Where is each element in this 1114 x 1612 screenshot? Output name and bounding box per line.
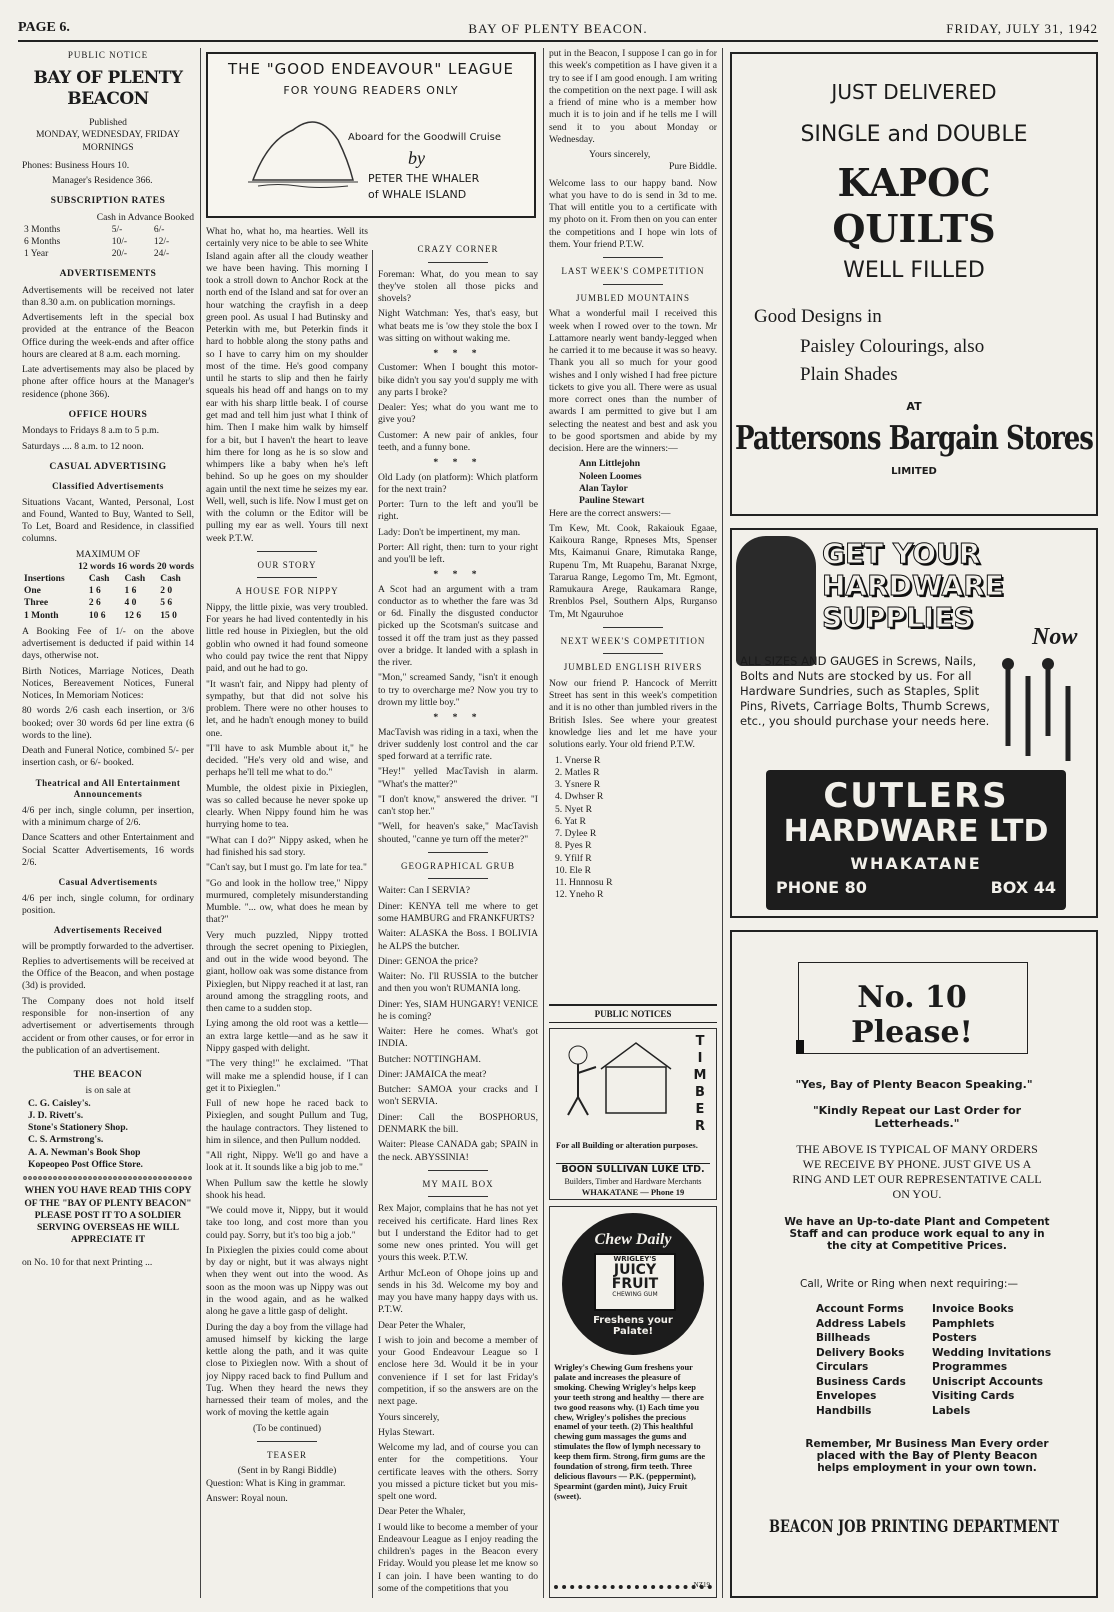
grub-line: Waiter: ALASKA the Boss. I BOLIVIA he ALPS the butcher.	[378, 928, 538, 952]
river-item: 2. Matles R	[555, 766, 600, 778]
kapoc-word: KAPOC	[837, 160, 991, 205]
table-row: 6 Months 10/- 12/-	[24, 237, 170, 248]
joke-line: Customer: When I bought this motor-bike didn't you say you'd supply me with any parts I broke?	[378, 362, 538, 398]
limited-label: LIMITED	[891, 466, 937, 477]
printing-item: Billheads	[816, 1332, 871, 1344]
river-item: 10. Ele R	[555, 864, 591, 876]
grub-line: Diner: Yes, SIAM HUNGARY! VENICE he is coming?	[378, 998, 538, 1022]
next-week-heading: NEXT WEEK'S COMPETITION	[560, 635, 706, 646]
story-paragraph: Very much puzzled, Nippy trotted through the secret opening to Pixieglen, and out in the wide wood beyond. The giant, hollow oak was some distance from Pixieglen, but Nippy reached it at last, ran around among the straggling roots, and then came to a sudden stop.	[206, 929, 368, 1015]
just-delivered: JUST DELIVERED	[831, 80, 997, 104]
hardware-word: HARDWARE	[822, 569, 1004, 602]
river-item: 8. Pyes R	[555, 840, 592, 852]
public-notices-heading: PUBLIC NOTICES	[549, 1004, 717, 1023]
grub-line: Diner: KENYA tell me where to get some HAMBURG and FRANKFURTS?	[378, 900, 538, 924]
tools-icon	[998, 656, 1090, 772]
table-row: Insertions Cash Cash Cash	[24, 574, 181, 585]
maximum-words: 12 words 16 words 20 words	[78, 560, 194, 572]
company-disclaimer: The Company does not hold itself responsible for non-insertion of any advertisement or advertisements through accident or from other causes, or for error in the publication of an advertisement.	[22, 995, 194, 1056]
english-rivers-heading: JUMBLED ENGLISH RIVERS	[563, 662, 703, 673]
story-paragraph: "We could move it, Nippy, but it would take too long, and cost more than you could pay. Sorry, but it's too big a job."	[206, 1205, 368, 1241]
separator-stars: * * *	[433, 569, 483, 581]
seller-item: C. G. Caisley's.	[28, 1097, 91, 1109]
printing-item: Wedding Invitations	[932, 1346, 1052, 1359]
timber-vertical: T I M B E R	[693, 1034, 707, 1134]
freshens-slogan: Freshens your Palate!	[593, 1315, 673, 1337]
at-label: AT	[906, 400, 922, 413]
teaser-credit: (Sent in by Rangi Biddle)	[237, 1465, 337, 1477]
subscription-header: Cash in Advance Booked	[96, 211, 194, 223]
jumbled-mountains-text: What a wonderful mail I received this week when I rowed over to the town. Mr Lattamore nearly went bandy-legged when he carried it to me because it was so heavy. Thank you all so much for your good wishes and I only wished I had free picture tickets to give you all. There were as usual more correct ones than the number of awards I am permitted to give but I am selecting the neatest and best and ask you to be good sportsmen and abide by my decision. Here are the winners:—	[549, 308, 717, 455]
kapoc-quilts-ad	[730, 52, 1098, 516]
call-write-ring: Call, Write or Ring when next requiring:—	[800, 1278, 1018, 1290]
letter-continuation: put in the Beacon, I suppose I can go in for this week's competition as I have given it a try to see if I am good enough. I am writing the competition on the next page. I will ask a friend of mine who is a member how much it is to join and if he tells me I will send it to you about Monday or Wednesday.	[549, 48, 717, 145]
typical-orders: THE ABOVE IS TYPICAL OF MANY ORDERS WE RECEIVE BY PHONE. JUST GIVE US A RING AND LET OUR REPRESENTATIVE CALL ON YOU.	[792, 1142, 1042, 1201]
league-title: THE "GOOD ENDEAVOUR" LEAGUE	[228, 60, 514, 78]
river-item: 3. Ysnere R	[555, 779, 601, 791]
maximum-table	[22, 573, 194, 622]
grub-line: Waiter: Can I SERVIA?	[378, 885, 470, 897]
quote-2: "Kindly Repeat our Last Order for Letterheads."	[812, 1104, 1022, 1130]
salesman-icon	[736, 536, 816, 666]
published-label: Published	[89, 117, 127, 129]
boon-phone: WHAKATANE — Phone 19	[581, 1187, 685, 1197]
mail-paragraph: Hylas Stewart.	[378, 1426, 435, 1438]
chewing-gum-label: CHEWING GUM	[612, 1291, 658, 1298]
league-intro: What ho, what ho, ma hearties. Well its certainly very nice to be able to see White Island again after all the cloudy weather we have been having. This morning I took a stroll down to Anchor Rock at the north end of the Island and sat for over an hour watching the crayfish in a deep green pool. As usual I had Butinsky and Peterkin with me, but Peterkin finds it hard to hobble along the stony paths and so I have to carry him on my shoulder most of the time. He's good company until he starts to slip and then he fairly squeals his head off and hangs on to my ear with his sharp little beak. I of course get mad and tell him just what I think of him. Then I make him walk by himself for a bit, but I haven't the heart to leave him there for long as he is so slow and whimpers like a baby when he's left behind. So up he goes on my shoulder again until the next time he seizes my ear. Well, well, such is life. Now I must get on with the column or the Editor will be pulling my ear as well. Yours till next week P.T.W.	[206, 226, 368, 544]
story-paragraph: When Pullum saw the kettle he slowly shook his head.	[206, 1177, 368, 1201]
table-row: 1 Year 20/- 24/-	[24, 249, 170, 260]
phones-line: Phones: Business Hours 10.	[22, 159, 130, 171]
printing-item: Posters	[932, 1332, 977, 1344]
classified-paragraph: Situations Vacant, Wanted, Personal, Lost and Found, Wanted to Buy, Wanted to Sell, To Let, Board and Residence, in classified columns.	[22, 496, 194, 545]
hardware-headline	[822, 538, 1004, 634]
received-heading: Advertisements Received	[53, 925, 163, 936]
story-paragraph: "It wasn't fair, and Nippy had plenty of sympathy, but that did not solve his problem. There were no other houses to let, and he hadn't enough money to build one.	[206, 678, 368, 739]
table-row: 3 Months 5/- 6/-	[24, 224, 165, 235]
mail-paragraph: I wish to join and become a member of your Good Endeavour League so I enclose here 3d. Would it be in your convenience if I set for last Friday's competition, if so the answers are on the next page.	[378, 1334, 538, 1408]
grub-line: Butcher: NOTTINGHAM.	[378, 1053, 481, 1065]
timber-purpose: For all Building or alteration purposes.	[556, 1140, 698, 1150]
mailbox-heading: MY MAIL BOX	[422, 1178, 494, 1189]
column-competitions	[549, 48, 717, 998]
column-divider	[543, 48, 544, 1598]
printing-item: Pamphlets	[932, 1317, 995, 1330]
timber-ad	[549, 1028, 717, 1200]
gum-pack	[594, 1253, 676, 1311]
now-word: Now	[1032, 624, 1078, 650]
joke-line: Lady: Don't be impertinent, my man.	[378, 526, 521, 538]
story-paragraph: "All right, Nippy. We'll go and have a look at it. It sounds like a big job to me."	[206, 1150, 368, 1174]
grub-line: Waiter: Here he comes. What's got INDIA.	[378, 1026, 538, 1050]
story-paragraph: "Can't say, but I must go. I'm late for tea."	[206, 862, 367, 874]
last-week-heading: LAST WEEK'S COMPETITION	[561, 266, 705, 277]
mail-paragraph: Welcome my lad, and of course you can enter for the competitions. Your certificate leaves with the others. Sorry you missed a picture ticket but you mis-spelt one word.	[378, 1442, 538, 1503]
rule	[428, 1170, 488, 1171]
printing-item: Address Labels	[816, 1317, 906, 1330]
grub-line: Waiter: No. I'll RUSSIA to the butcher and then you won't RUMANIA long.	[378, 971, 538, 995]
seller-item: Stone's Stationery Shop.	[28, 1122, 128, 1134]
winner-name: Noleen Loomes	[579, 470, 642, 482]
story-paragraph: "Go and look in the hollow tree," Nippy murmured, completely misunderstanding Mumble. "... ow, what does he mean by that?"	[206, 877, 368, 926]
river-item: 1. Vnerse R	[555, 754, 601, 766]
table-row: Three 2 6 4 0 5 6	[24, 598, 173, 609]
quote-1: "Yes, Bay of Plenty Beacon Speaking."	[795, 1078, 1033, 1091]
column-public-notice	[22, 48, 194, 1598]
notices-rate: 80 words 2/6 cash each insertion, or 3/6 booked; over 30 words 6d per line extra (6 words to the line).	[22, 705, 194, 741]
rule	[428, 1196, 488, 1197]
crazy-corner-heading: CRAZY CORNER	[417, 244, 499, 254]
rule	[257, 577, 317, 578]
printing-item: Circulars	[816, 1361, 869, 1373]
joke-line: MacTavish was riding in a taxi, when the driver suddenly lost control and the car sped forward at a terrific rate.	[378, 726, 538, 763]
seller-item: J. D. Rivett's.	[28, 1109, 84, 1121]
rule	[603, 627, 663, 628]
story-paragraph: In Pixieglen the pixies could come about by day or night, but it was always night when they went out into the wood. As soon as the moon was up Nippy was out in the wood again, and as he walked along he gave a little gasp of delight.	[206, 1244, 368, 1318]
story-paragraph: During the day a boy from the village had amused himself by kicking the large kettle along the path, and it was quite close to Pixieglen now. With a shout of joy Nippy raced back to find Pullum and Tug. When they heard the news they harnessed their team of moles, and the work of moving the kettle again	[206, 1321, 368, 1419]
seller-item: Kopeopeo Post Office Store.	[28, 1158, 143, 1170]
jumbled-mountains-heading: JUMBLED MOUNTAINS	[575, 292, 691, 303]
sellers-list	[22, 1098, 194, 1172]
boon-builders: Builders, Timber and Hardware Merchants	[564, 1177, 702, 1186]
masthead	[18, 18, 1098, 42]
story-paragraph: Full of new hope he raced back to Pixieglen, and sought Pullum and Tug, the haulage contractors. They listened to him in silence, and then Pullum nodded.	[206, 1098, 368, 1146]
cutlers-panel	[766, 770, 1066, 910]
boon-sullivan-name: BOON SULLIVAN LUKE LTD.	[556, 1163, 710, 1175]
story-paragraph: Mumble, the oldest pixie in Pixieglen, was so called because he never spoke up clearly. When Nippy found him he was hurrying home to tea.	[206, 782, 368, 831]
single-double: SINGLE and DOUBLE	[800, 122, 1028, 147]
teaser-heading: TEASER	[266, 1449, 307, 1460]
public-notice-heading: PUBLIC NOTICE	[67, 50, 149, 60]
story-paragraph: Lying among the old root was a kettle—an extra large kettle—and as he saw it Nippy gasped with delight.	[206, 1018, 368, 1054]
carpenter-icon	[556, 1037, 676, 1117]
bottom-line: on No. 10 for that next Printing ...	[22, 1256, 153, 1268]
story-paragraph: "I'll have to ask Mumble about it," he decided. "He's very old and wise, and perhaps he'll tell me what to do."	[206, 742, 368, 779]
subscription-table	[22, 224, 194, 260]
birth-notices: Birth Notices, Marriage Notices, Death Notices, Bereavement Notices, Funeral Notices, In Memoriam Notices:	[22, 665, 194, 702]
printing-item: Business Cards	[816, 1375, 906, 1388]
welcome-reply: Welcome lass to our happy band. Now what you have to do is send in 3d to me. That will entitle you to a certificate with my photo on it. From then on you can enter the competitions and I hope win lots of them. Your friend P.T.W.	[549, 177, 717, 250]
printing-item: Delivery Books	[816, 1346, 905, 1359]
joke-line: Night Watchman: Yes, that's easy, but what beats me is 'ow they stole the box I was sitting on without waking me.	[378, 308, 538, 344]
rule	[603, 257, 663, 258]
pattersons-name: Pattersons Bargain Stores	[735, 420, 1093, 458]
story-subheading: A HOUSE FOR NIPPY	[235, 586, 339, 597]
office-hours-line: Mondays to Fridays 8 a.m to 5 p.m.	[22, 425, 159, 437]
classified-heading: Classified Advertisements	[52, 481, 164, 492]
plain-shades: Plain Shades	[800, 364, 898, 385]
ads-paragraph: Advertisements left in the special box provided at the entrance of the Beacon Office during the week-ends and after office hours are cleared at 8 a.m. each morning.	[22, 312, 194, 360]
story-paragraph: Nippy, the little pixie, was very troubled. For years he had lived contentedly in his little red house in Pixieglen, but the old goblin who owned it had found someone who could pay twice the rent that Nippy paid, and out he had to go.	[206, 601, 368, 675]
column-divider	[372, 250, 373, 1598]
river-item: 6. Yat R	[555, 815, 586, 827]
rule	[257, 551, 317, 552]
wrigleys-code: NZ19	[693, 1581, 710, 1589]
publication-days: MONDAY, WEDNESDAY, FRIDAY MORNINGS	[36, 129, 180, 153]
page-number: PAGE 6.	[18, 20, 70, 35]
cutlers-phone: PHONE 80	[776, 878, 867, 897]
office-hours-heading: OFFICE HOURS	[68, 409, 148, 420]
story-continued: (To be continued)	[252, 1422, 322, 1434]
paisley-colourings: Paisley Colourings, also	[800, 336, 985, 357]
by-label: by	[408, 148, 425, 168]
rule	[257, 1441, 317, 1442]
beacon-heading: THE BEACON	[73, 1069, 143, 1081]
column-crazy-corner	[378, 226, 538, 1598]
hardware-ad	[730, 528, 1098, 918]
wrigleys-copy: Wrigley's Chewing Gum freshens your palate and increases the pleasure of smoking. Chewing Wrigley's helps keep your teeth strong and healthy — there are two good reasons why. (1) Each time you chew, Wrigley's polishes the precious enamel of your teeth. (2) This healthful chewing gum massages the gums and stimulates the flow of lymph necessary to keep them firm. Strong, firm gums are the foundation of strong, firm teeth. Three delicious flavours — P.K. (peppermint), Spearmint (garden mint), Juicy Fruit (sweet).	[554, 1363, 706, 1501]
wrigleys-ad	[549, 1206, 717, 1598]
issue-date: FRIDAY, JULY 31, 1942	[946, 21, 1098, 36]
joke-line: "I don't know," answered the driver. "I can't stop her."	[378, 793, 538, 818]
dance-rate: Dance Scatters and other Entertainment and Social Scatter Advertisements, 16 words 2/6.	[22, 832, 194, 868]
rule	[428, 852, 488, 853]
supplies-word: SUPPLIES	[822, 601, 974, 634]
mail-paragraph: Rex Major, complains that he has not yet received his certificate. Hard lines Rex but I understand the Editor had to get some new ones printed. You will get yours this week. P.T.W.	[378, 1203, 538, 1264]
league-author: PETER THE WHALER	[368, 172, 480, 185]
casual-advertising-heading: CASUAL ADVERTISING	[49, 460, 167, 472]
letter-signature: Pure Biddle.	[669, 161, 717, 173]
mail-paragraph: Dear Peter the Whaler,	[378, 1506, 466, 1518]
mail-paragraph: Arthur McLeon of Ohope joins up and sends in his 3d. Welcome my boy and may you have many happy days with us. P.T.W.	[378, 1267, 538, 1316]
theatrical-rate: 4/6 per inch, single column, per insertion, with a minimum charge of 2/6.	[22, 804, 194, 829]
casual-ads-heading: Casual Advertisements	[58, 877, 158, 888]
joke-line: Old Lady (on platform): Which platform for the next train?	[378, 471, 538, 495]
chew-daily: Chew Daily	[594, 1231, 672, 1248]
paper-title: BAY OF PLENTY BEACON.	[468, 21, 648, 36]
printing-item: Handbills	[816, 1404, 872, 1417]
good-designs: Good Designs in	[754, 306, 882, 327]
maximum-heading: MAXIMUM OF	[75, 548, 141, 560]
mail-paragraph: Yours sincerely,	[378, 1411, 440, 1423]
grub-line: Butcher: SAMOA your cracks and I won't SERVIA.	[378, 1084, 538, 1108]
joke-line: Porter: All right, then: turn to your right and you'll be left.	[378, 541, 538, 566]
river-item: 11. Hnnnosu R	[555, 877, 613, 889]
paper-name: BAY OF PLENTY BEACON	[33, 67, 183, 110]
printing-item: Labels	[932, 1404, 971, 1417]
plant-and-staff: We have an Up-to-date Plant and Competent Staff and can produce work equal to any in the city at Competitive Prices.	[784, 1216, 1050, 1252]
grub-body	[378, 885, 538, 1163]
joke-line: Dealer: Yes; what do you want me to give you?	[378, 402, 538, 426]
quilts-word: QUILTS	[832, 206, 996, 251]
cutlers-box: BOX 44	[990, 878, 1056, 897]
printing-item: Envelopes	[816, 1390, 877, 1402]
winner-name: Alan Taylor	[579, 483, 628, 494]
cutlers-town: WHAKATANE	[850, 854, 982, 873]
ads-paragraph: Advertisements will be received not later than 8.30 a.m. on publication mornings.	[22, 284, 194, 308]
separator-stars: * * *	[433, 348, 483, 360]
crazy-corner-body	[378, 269, 538, 846]
league-banner	[206, 52, 536, 218]
story-paragraph: "What can I do?" Nippy asked, when he had finished his sad story.	[206, 834, 368, 858]
story-paragraph: "The very thing!" he exclaimed. "That will make me a splendid house, if I can get it to Pixieglen."	[206, 1058, 368, 1094]
joke-line: A Scot had an argument with a tram conductor as to whether the fare was 3d or 6d. Finally the disgusted conductor picked up the Scotsman's suitcase and tossed it off the tram just as they passed over a bridge. It landed with a splash in the river.	[378, 583, 538, 669]
sawtooth-border	[554, 1585, 712, 1595]
river-item: 12. Yneho R	[555, 889, 604, 901]
ads-paragraph: Late advertisements may also be placed by phone after office hours at the Manager's residence (phone 366).	[22, 364, 194, 400]
answers-intro: Here are the correct answers:—	[549, 507, 671, 519]
answers-list: Tm Kew, Mt. Cook, Rakaiouk Egaae, Kaikoura Range, Rpneses Mts, Spenser Mts, Kaimanui Gnare, Rimutaka Range, Rupenu Tm, Mt Ruapehu, Baranat Nxrge, Tararua Range, Legomo Tm, Mt. Egmont, Ramukaura Arege, Raukamara Range, Rrenblos Psel, Southern Alps, Rurganso Tm, Mt Ngauruhoe	[549, 522, 717, 620]
river-item: 4. Dwhser R	[555, 791, 604, 803]
column-divider	[200, 48, 201, 1598]
table-row: 1 Month 10 6 12 6 15 0	[24, 610, 177, 621]
job-printing-department: BEACON JOB PRINTING DEPARTMENT	[768, 1517, 1060, 1538]
received-paragraph: will be promptly forwarded to the advertiser.	[22, 940, 194, 952]
rule	[428, 878, 488, 879]
printing-item: Invoice Books	[932, 1303, 1014, 1315]
theatrical-heading: Theatrical and All Entertainment Announcements	[35, 777, 181, 800]
rule	[603, 653, 663, 654]
joke-line: Customer: A new pair of ankles, four teeth, and a funny bone.	[378, 429, 538, 453]
corner-mark	[796, 1040, 804, 1054]
mail-paragraph: Dear Peter the Whaler,	[378, 1319, 466, 1331]
seller-item: A. A. Newman's Book Shop	[28, 1146, 141, 1158]
advertisements-heading: ADVERTISEMENTS	[59, 268, 157, 280]
joke-line: "Hey!" yelled MacTavish in alarm. "What's the matter?"	[378, 766, 538, 790]
wrigleys-label: WRIGLEY'S	[613, 1255, 657, 1263]
get-your: GET YOUR	[822, 537, 981, 570]
no-10-please: No. 10 Please!	[851, 980, 973, 1050]
column-league	[206, 226, 368, 1598]
grub-line: Diner: JAMAICA the meat?	[378, 1068, 487, 1080]
rivers-list	[549, 755, 717, 902]
replies-paragraph: Replies to advertisements will be received at the Office of the Beacon, and when postage (3d) is provided.	[22, 955, 194, 992]
subscription-heading: SUBSCRIPTION RATES	[50, 195, 166, 207]
items-right	[932, 1302, 1051, 1418]
joke-line: Porter: Turn to the left and you'll be right.	[378, 499, 538, 523]
booking-fee: A Booking Fee of 1/- on the above advertisement is deducted if paid within 14 days, otherwise not.	[22, 625, 194, 662]
seller-item: C. S. Armstrong's.	[28, 1134, 104, 1146]
winner-name: Ann Littlejohn	[579, 458, 641, 470]
river-item: 9. Yfilf R	[555, 852, 592, 864]
rule	[428, 262, 488, 263]
cutlers-word: CUTLERS	[823, 776, 1009, 816]
story-heading: OUR STORY	[257, 559, 317, 570]
printing-item: Account Forms	[816, 1303, 904, 1315]
mail-paragraph: I would like to become a member of your Endeavour League as I enjoy reading the children's pages in the Beacon every Friday. Would you please let me know so I can join. I have been wanting to do some of the competitions that you	[378, 1521, 538, 1594]
separator-stars: * * *	[433, 457, 483, 469]
joke-line: "Mon," screamed Sandy, "isn't it enough to try to overcharge me? Now you try to drown my little boy."	[378, 672, 538, 709]
joke-line: Foreman: What, do you mean to say they've stolen all those picks and shovels?	[378, 268, 538, 305]
rule	[603, 284, 663, 285]
english-rivers-text: Now our friend P. Hancock of Merritt Street has sent in this week's competition and it is no other than jumbled rivers in the British Isles. See where your greatest knowledge lies and let me have your solutions early. Your old friend P.T.W.	[549, 677, 717, 751]
job-printing-ad	[730, 930, 1098, 1598]
grub-line: Diner: GENOA the price?	[378, 955, 478, 967]
table-row: One 1 6 1 6 2 0	[24, 586, 173, 597]
remember-business-man: Remember, Mr Business Man Every order placed with the Bay of Plenty Beacon helps employment in your own town.	[805, 1438, 1049, 1474]
ornament-rule: oooooooooooooooooooooooooooooooooo	[23, 1173, 193, 1183]
printing-item: Programmes	[932, 1361, 1008, 1373]
separator-stars: * * *	[433, 712, 483, 724]
river-item: 7. Dylee R	[555, 828, 597, 840]
river-item: 5. Nyet R	[555, 803, 593, 815]
juicy-fruit-label: JUICY FRUIT	[611, 1262, 659, 1292]
office-hours-line: Saturdays .... 8 a.m. to 12 noon.	[22, 440, 144, 452]
letter-sign: Yours sincerely,	[589, 149, 651, 161]
hardware-ltd: HARDWARE LTD	[783, 814, 1049, 849]
league-subtitle: FOR YOUNG READERS ONLY	[283, 84, 459, 97]
winner-name: Pauline Stewart	[579, 495, 645, 507]
items-left	[816, 1302, 906, 1418]
death-notice-rate: Death and Funeral Notice, combined 5/- per insertion cash, or 6/- booked.	[22, 745, 194, 769]
joke-line: "Well, for heaven's sake," MacTavish shouted, "canne ye turn off the meter?"	[378, 821, 538, 845]
manager-line: Manager's Residence 366.	[52, 175, 153, 187]
column-divider	[722, 48, 723, 1598]
story-body	[206, 602, 368, 1420]
soldier-notice: WHEN YOU HAVE READ THIS COPY OF THE "BAY OF PLENTY BEACON" PLEASE POST IT TO A SOLDIER SERVING OVERSEAS HE WILL APPRECIATE IT	[24, 1185, 192, 1246]
teaser-answer: Answer: Royal noun.	[206, 1492, 288, 1504]
printing-item: Uniscript Accounts	[932, 1375, 1044, 1388]
printing-item: Visiting Cards	[932, 1390, 1015, 1402]
hardware-copy: ALL SIZES AND GAUGES in Screws, Nails, Bolts and Nuts are stocked by us. For all Hardware Sundries, such as Staples, Split Pins, Rivets, Carriage Bolts, Thumb Screws, etc., you should purchase your needs here.	[740, 654, 990, 728]
aboard-caption: Aboard for the Goodwill Cruise	[348, 132, 502, 143]
league-island: of WHALE ISLAND	[368, 188, 467, 201]
whale-island-icon	[248, 100, 358, 190]
grub-line: Waiter: Please CANADA gab; SPAIN in the neck. ABYSSINIA!	[378, 1139, 538, 1163]
winners-list	[549, 458, 717, 507]
teaser-question: Question: What is King in grammar.	[206, 1477, 346, 1489]
grub-heading: GEOGRAPHICAL GRUB	[401, 860, 515, 871]
on-sale-label: is on sale at	[85, 1085, 131, 1097]
well-filled: WELL FILLED	[843, 258, 985, 283]
grub-line: Diner: Call the BOSPHORUS, DENMARK the bill.	[378, 1111, 538, 1135]
casual-ads-rate: 4/6 per inch, single column, for ordinary position.	[22, 892, 194, 916]
mailbox-body	[378, 1203, 538, 1595]
